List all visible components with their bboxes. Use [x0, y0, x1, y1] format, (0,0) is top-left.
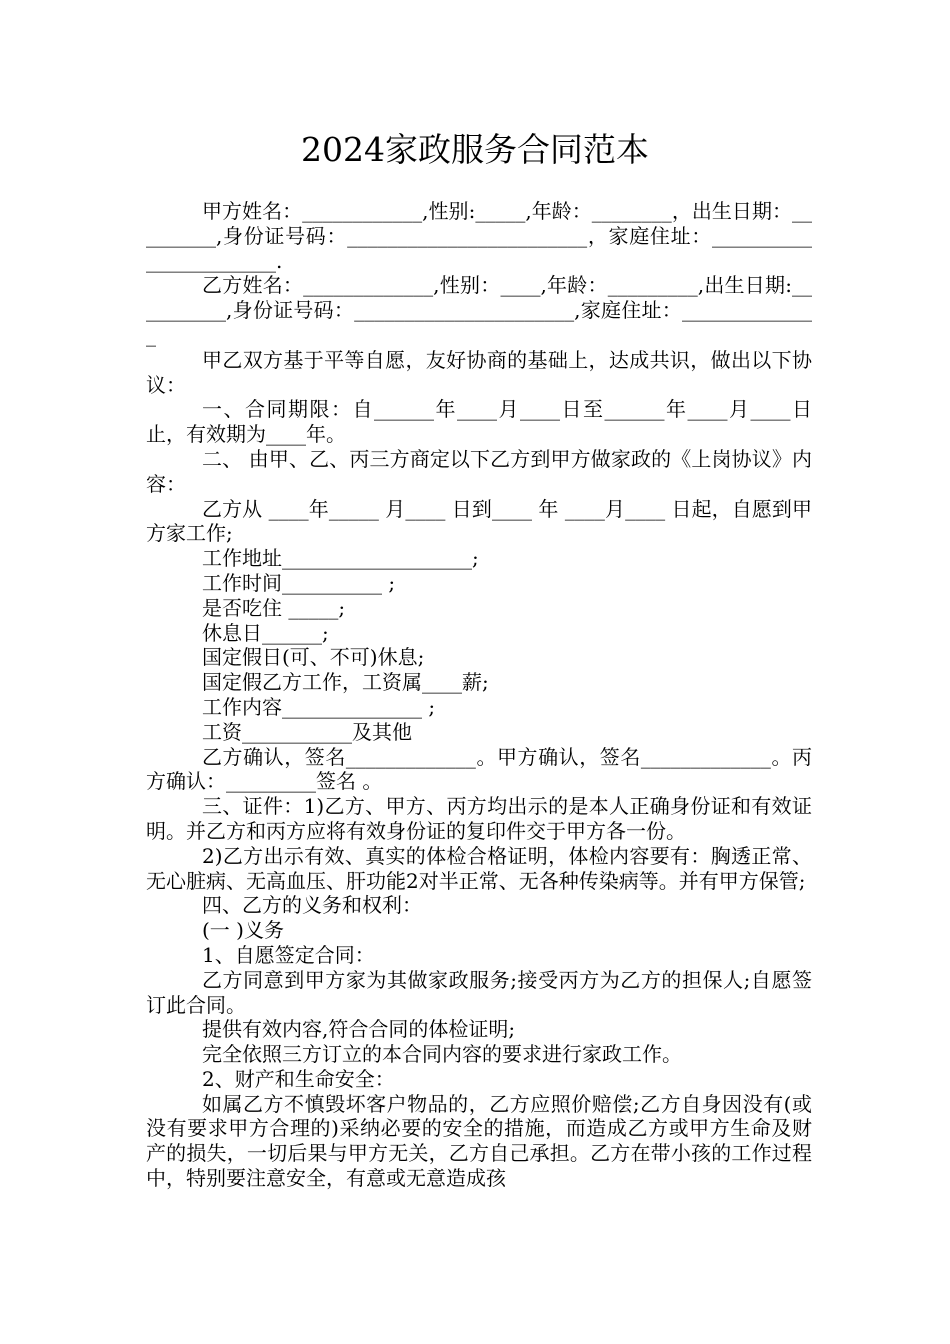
line-holiday-pay: 国定假乙方工作，工资属____薪; — [202, 670, 489, 695]
line-holiday-rest: 国定假日(可、不可)休息; — [202, 645, 425, 670]
heading-voluntary-signing: 1、自愿签定合同： — [202, 942, 375, 967]
line-room-board: 是否吃住 _____; — [202, 595, 346, 620]
line-work-content: 工作内容______________ ; — [202, 694, 436, 719]
paragraph-signatures: 乙方确认，签名_____________。甲方确认，签名_____________。丙方确认：_________签名 。 — [146, 744, 812, 794]
heading-party-b-duties: 四、乙方的义务和权利： — [202, 893, 422, 918]
paragraph-voluntary-signing: 乙方同意到甲方家为其做家政服务;接受丙方为乙方的担保人;自愿签订此合同。 — [146, 967, 812, 1017]
paragraph-start-date: 乙方从 ____年_____ 月____ 日到____ 年 ____月____ 日起，自愿到甲方家工作; — [146, 496, 812, 546]
paragraph-agreement-intro: 甲乙双方基于平等自愿，友好协商的基础上，达成共识，做出以下协议： — [146, 347, 812, 397]
heading-property-safety: 2、财产和生命安全： — [202, 1066, 395, 1091]
paragraph-party-a-info: 甲方姓名：____________,性别:_____,年龄：________，出生日期：_________,身份证号码：________________________，家庭住址：_______________________. — [146, 199, 812, 273]
document-body — [146, 199, 812, 1191]
line-salary: 工资___________及其他 — [202, 719, 412, 744]
line-health-certificate: 提供有效内容,符合合同的体检证明; — [202, 1017, 516, 1042]
heading-obligations: (一 )义务 — [202, 918, 284, 943]
paragraph-property-safety: 如属乙方不慎毁坏客户物品的，乙方应照价赔偿;乙方自身因没有(或没有要求甲方合理的)采纳必要的安全的措施，而造成乙方或甲方生命及财产的损失，一切后果与甲方无关，乙方自己承担。乙方在带小孩的工作过程中，特别要注意安全，有意或无意造成孩 — [146, 1091, 812, 1191]
line-follow-contract: 完全依照三方订立的本合同内容的要求进行家政工作。 — [202, 1042, 682, 1067]
document-title: 2024家政服务合同范本 — [301, 130, 649, 169]
paragraph-health-check: 2)乙方出示有效、真实的体检合格证明，体检内容要有：胸透正常、无心脏病、无高血压、肝功能2对半正常、无各种传染病等。并有甲方保管; — [146, 843, 812, 893]
line-work-hours: 工作时间__________ ; — [202, 570, 396, 595]
paragraph-contract-term: 一、合同期限：自______年____月____日至______年____月____日止，有效期为____年。 — [146, 397, 812, 447]
paragraph-documents: 三、证件：1)乙方、甲方、丙方均出示的是本人正确身份证和有效证明。并乙方和丙方应将有效身份证的复印件交于甲方各一份。 — [146, 794, 812, 843]
line-rest-day: 休息日______; — [202, 620, 329, 645]
line-work-address: 工作地址___________________; — [202, 546, 479, 571]
paragraph-job-agreement: 二、 由甲、乙、丙三方商定以下乙方到甲方做家政的《上岗协议》内容： — [146, 446, 812, 496]
paragraph-party-b-info: 乙方姓名：_____________,性别：____,年龄：_________,出生日期:__________,身份证号码：______________________,家庭住址：______________ — [146, 273, 812, 347]
